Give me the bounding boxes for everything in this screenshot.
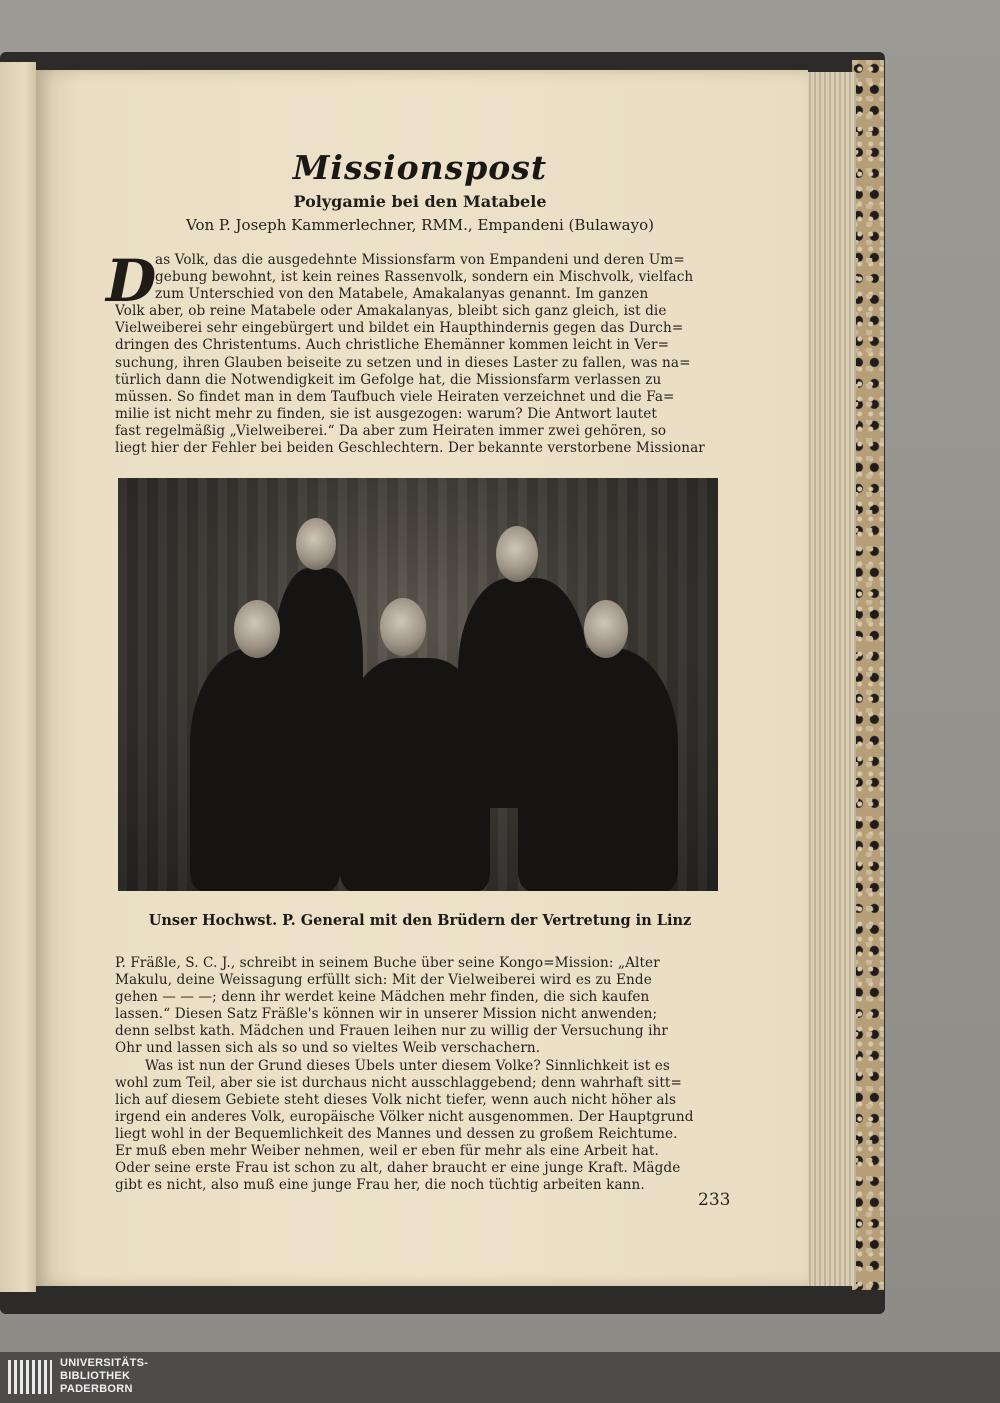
page-title: Missionspost [292, 148, 548, 187]
face [380, 598, 426, 656]
left-page-edge [0, 62, 36, 1292]
text-line: gebung bewohnt, ist kein reines Rassenvolk, sondern ein Mischvolk, vielfach [155, 269, 694, 286]
library-name-line: BIBLIOTHEK [60, 1370, 131, 1382]
text-line: Oder seine erste Frau ist schon zu alt, daher braucht er eine junge Kraft. Mägde [115, 1160, 681, 1177]
marbled-edge [852, 60, 884, 1290]
text-line: suchung, ihren Glauben beiseite zu setzen und in dieses Laster zu fallen, was na= [115, 354, 691, 371]
text-line: Was ist nun der Grund dieses Übels unter diesem Volke? Sinnlichkeit ist es [145, 1057, 670, 1074]
library-name [60, 1357, 148, 1396]
article-byline: Von P. Joseph Kammerlechner, RMM., Empandeni (Bulawayo) [186, 216, 654, 234]
drop-cap: D [106, 247, 157, 315]
text-line: P. Fräßle, S. C. J., schreibt in seinem Buche über seine Kongo=Mission: „Alter [115, 955, 660, 971]
library-footer [0, 1352, 1000, 1403]
paragraph-2 [115, 955, 729, 1194]
text-line: liegt hier der Fehler bei beiden Geschlechtern. Der bekannte verstorbene Missionar [115, 440, 705, 457]
face [234, 600, 280, 658]
text-line: lich auf diesem Gebiete steht dieses Volk nicht tiefer, wenn auch nicht höher als [115, 1091, 677, 1108]
library-name-line: PADERBORN [60, 1383, 133, 1395]
text-line: wohl zum Teil, aber sie ist durchaus nicht ausschlaggebend; denn wahrhaft sitt= [115, 1074, 682, 1091]
text-line: irgend ein anderes Volk, europäische Völker nicht ausgenommen. Der Hauptgrund [115, 1108, 694, 1125]
text-line: lassen.“ Diesen Satz Fräßle's können wir in unserer Mission nicht anwenden; [115, 1006, 658, 1023]
text-line: as Volk, das die ausgedehnte Missionsfarm von Empandeni und deren Um= [155, 252, 685, 268]
paragraph-1 [115, 252, 725, 457]
text-line: denn selbst kath. Mädchen und Frauen leihen nur zu willig der Versuchung ihr [115, 1023, 669, 1040]
library-name-line: UNIVERSITÄTS- [60, 1357, 149, 1369]
seated-brother-right [518, 648, 678, 891]
text-line: türlich dann die Notwendigkeit im Gefolge hat, die Missionsfarm verlassen zu [115, 371, 662, 388]
library-logo-icon [8, 1360, 52, 1394]
text-line: zum Unterschied von den Matabele, Amakalanyas genannt. Im ganzen [155, 286, 649, 303]
text-line: müssen. So findet man in dem Taufbuch viele Heiraten verzeichnet und die Fa= [115, 388, 675, 405]
face [584, 600, 628, 658]
text-line: dringen des Christentums. Auch christliche Ehemänner kommen leicht in Ver= [115, 337, 670, 354]
text-line: fast regelmäßig „Vielweiberei.“ Da aber zum Heiraten immer zwei gehören, so [115, 422, 667, 439]
text-line: Volk aber, ob reine Matabele oder Amakalanyas, bleibt sich ganz gleich, ist die [115, 303, 667, 320]
photo-caption: Unser Hochwst. P. General mit den Brüdern der Vertretung in Linz [148, 912, 692, 929]
face [296, 518, 336, 570]
seated-brother-left [190, 648, 340, 891]
text-line: Makulu, deine Weissagung erfüllt sich: Mit der Vielweiberei wird es zu Ende [115, 972, 652, 989]
seated-general [340, 658, 490, 891]
text-line: Ohr und lassen sich als so und so vieltes Weib verschachern. [115, 1040, 541, 1057]
text-line: gehen — — —; denn ihr werdet keine Mädchen mehr finden, die sich kaufen [115, 989, 650, 1006]
text-line: Er muß eben mehr Weiber nehmen, weil er eben für mehr als eine Arbeit hat. [115, 1143, 659, 1160]
article-subtitle: Polygamie bei den Matabele [293, 192, 547, 211]
page-number: 233 [698, 1190, 731, 1210]
text-line: liegt wohl in der Bequemlichkeit des Mannes und dessen zu großem Reichtume. [115, 1125, 678, 1142]
text-line: gibt es nicht, also muß eine junge Frau her, die noch tüchtig arbeiten kann. [115, 1177, 645, 1194]
text-line: milie ist nicht mehr zu finden, sie ist ausgezogen: warum? Die Antwort lautet [115, 405, 657, 422]
text-line: Vielweiberei sehr eingebürgert und bildet ein Haupthindernis gegen das Durch= [115, 320, 684, 337]
group-photograph [118, 478, 718, 891]
face [496, 526, 538, 582]
page-stack-edge [806, 72, 856, 1286]
